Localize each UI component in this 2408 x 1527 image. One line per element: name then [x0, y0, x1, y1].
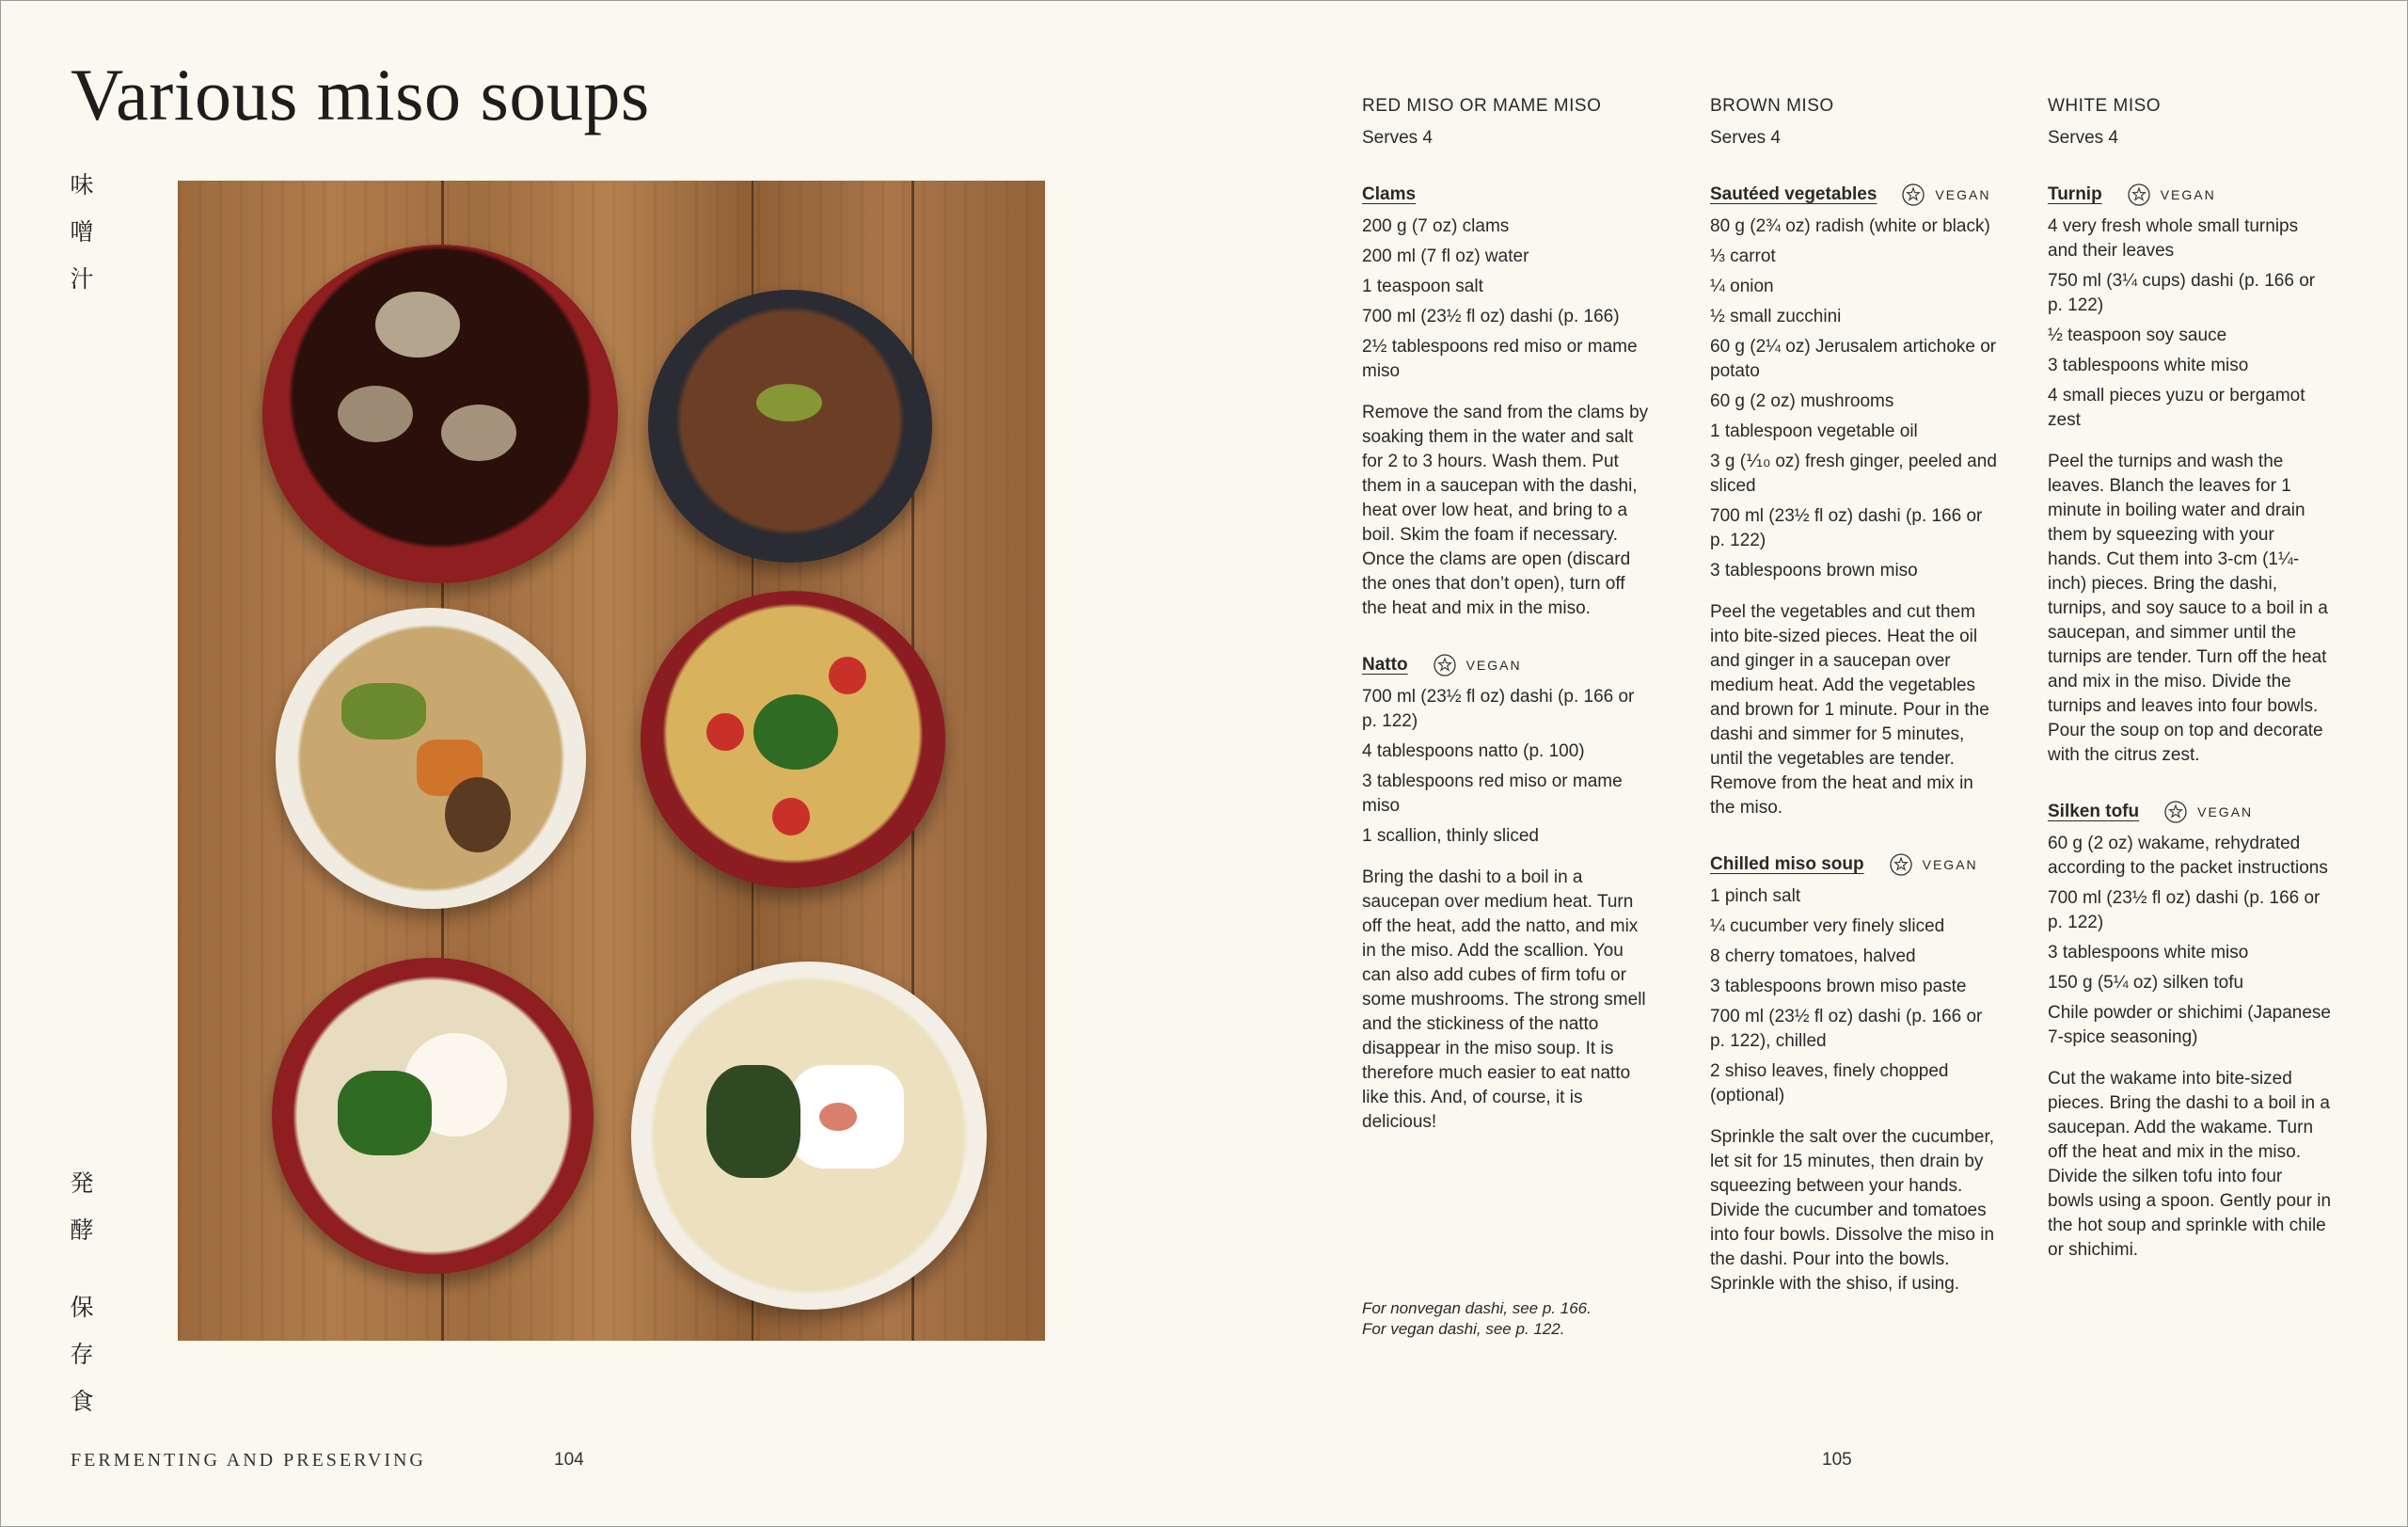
recipe-header: [1710, 183, 1998, 207]
recipe-title: Silken tofu: [2048, 802, 2140, 821]
footnote-line: For nonvegan dashi, see p. 166.: [1362, 1299, 1592, 1317]
ingredient-line: 200 g (7 oz) clams: [1362, 216, 1510, 236]
ingredient-line: 750 ml (3¼ cups) dashi (p. 166 or p. 122): [2048, 271, 2316, 315]
ingredient-line: 1 scallion, thinly sliced: [1362, 826, 1539, 846]
vegan-badge: [2127, 183, 2216, 207]
ingredient-line: 3 tablespoons brown miso: [1710, 561, 1918, 581]
recipe-method: Bring the dashi to a boil in a saucepan over medium heat. Turn off the heat, add the natto, and mix in the miso. Add the scallion. You can also add cubes of firm tofu or some mushrooms. The strong smell and the stickiness of the natto disappear in the miso soup. It is therefore much easier to eat natto like this. And, of course, it is delicious!: [1362, 867, 1646, 1132]
kanji-char: 味: [70, 171, 94, 199]
kanji-section-vertical: [68, 1160, 96, 1425]
ingredient-line: 3 g (⅒ oz) fresh ginger, peeled and sliced: [1710, 452, 1997, 496]
recipe-title: Chilled miso soup: [1710, 854, 1864, 874]
kanji-char: 食: [70, 1388, 94, 1415]
ingredient-line: 700 ml (23½ fl oz) dashi (p. 166 or p. 122): [1710, 506, 1983, 550]
recipe-header: [1362, 653, 1654, 677]
vegan-label: VEGAN: [1922, 857, 1978, 872]
ingredient-line: 60 g (2¼ oz) Jerusalem artichoke or potato: [1710, 337, 1997, 381]
ingredient-line: 700 ml (23½ fl oz) dashi (p. 166 or p. 122): [1362, 687, 1635, 731]
ingredient-line: 1 pinch salt: [1710, 886, 1801, 906]
ingredient-line: ½ small zucchini: [1710, 307, 1842, 326]
recipe-title: Turnip: [2048, 184, 2102, 204]
ingredient-line: 60 g (2 oz) mushrooms: [1710, 391, 1894, 411]
ingredient-line: 4 tablespoons natto (p. 100): [1362, 741, 1585, 761]
recipe-column-brown-miso: [1710, 94, 1998, 1296]
natto-soup-bowl: [648, 290, 932, 563]
ingredient-line: 3 tablespoons white miso: [2048, 356, 2249, 375]
recipe-title: Natto: [1362, 655, 1408, 675]
ingredient-line: 700 ml (23½ fl oz) dashi (p. 166 or p. 122): [2048, 888, 2321, 932]
silken-tofu-bowl: [631, 962, 987, 1310]
recipe-header: [2048, 183, 2332, 207]
recipe-title: Clams: [1362, 184, 1417, 204]
ingredient-line: 3 tablespoons red miso or mame miso: [1362, 771, 1623, 816]
footnote-line: For vegan dashi, see p. 122.: [1362, 1320, 1565, 1338]
ingredient-line: 700 ml (23½ fl oz) dashi (p. 166): [1362, 307, 1620, 326]
flower-icon: [1433, 653, 1457, 677]
vegan-label: VEGAN: [1465, 658, 1522, 673]
recipe-method: Peel the turnips and wash the leaves. Blanch the leaves for 1 minute in boiling water and drain them by squeezing with your hands. Cut them into 3-cm (1¼-inch) pieces. Bring the dashi, turnips, and soy sauce to a boil in a saucepan, and simmer until the turnips are tender. Turn off the heat and mix in the miso. Divide the turnips and leaves into four bowls. Pour the soup on top and decorate with the citrus zest.: [2048, 452, 2328, 765]
serves-label: Serves 4: [1362, 128, 1433, 148]
flower-icon: [2127, 183, 2151, 207]
recipe-title: Sautéed vegetables: [1710, 184, 1877, 204]
ingredient-line: 3 tablespoons brown miso paste: [1710, 977, 1967, 996]
ingredient-line: 2½ tablespoons red miso or mame miso: [1362, 337, 1638, 381]
vegan-label: VEGAN: [1935, 187, 1991, 202]
serves-label: Serves 4: [1710, 128, 1781, 148]
ingredient-line: 200 ml (7 fl oz) water: [1362, 247, 1529, 266]
vegan-badge: [1433, 653, 1522, 677]
vegan-label: VEGAN: [2197, 804, 2254, 819]
page-number-right: 105: [1822, 1450, 1852, 1470]
ingredient-line: 80 g (2¾ oz) radish (white or black): [1710, 216, 1990, 236]
vegetable-soup-bowl: [276, 608, 586, 909]
section-footer: FERMENTING AND PRESERVING: [71, 1450, 426, 1471]
kanji-char: 保: [70, 1294, 94, 1321]
ingredient-line: 1 teaspoon salt: [1362, 277, 1483, 296]
serves-label: Serves 4: [2048, 128, 2118, 148]
kanji-char: 噌: [70, 218, 94, 246]
flower-icon: [2163, 800, 2188, 824]
kanji-title-vertical: [68, 162, 96, 303]
recipe-method: Remove the sand from the clams by soaking them in the water and salt for 2 to 3 hours. Wash them. Put them in a saucepan with the dashi, heat over low heat, and bring to a boil. Skim the foam if necessary. Once the clams are open (discard the ones that don’t open), turn off the heat and mix in the miso.: [1362, 403, 1649, 618]
ingredient-line: ¼ cucumber very finely sliced: [1710, 916, 1945, 936]
column-heading: WHITE MISO: [2048, 96, 2162, 116]
clam-soup-bowl: [262, 245, 618, 583]
flower-icon: [1889, 852, 1913, 877]
ingredient-line: 60 g (2 oz) wakame, rehydrated according to the packet instructions: [2048, 834, 2328, 878]
kanji-char: 発: [70, 1169, 94, 1197]
recipe-header: [1362, 183, 1654, 207]
vegan-badge: [2163, 800, 2253, 824]
ingredient-line: 4 very fresh whole small turnips and their leaves: [2048, 216, 2299, 261]
recipe-column-red-miso: [1362, 94, 1654, 1135]
page-number-left: 104: [554, 1450, 584, 1470]
vegan-badge: [1901, 183, 1990, 207]
vegan-badge: [1889, 852, 1978, 877]
ingredient-line: ⅓ carrot: [1710, 247, 1776, 266]
kanji-char: 存: [70, 1341, 94, 1368]
kanji-char: 酵: [70, 1217, 94, 1244]
recipe-header: [2048, 800, 2332, 824]
column-heading: RED MISO OR MAME MISO: [1362, 96, 1602, 116]
ingredient-line: Chile powder or shichimi (Japanese 7-spice seasoning): [2048, 1003, 2331, 1047]
ingredient-line: 700 ml (23½ fl oz) dashi (p. 166 or p. 122), chilled: [1710, 1007, 1983, 1051]
ingredient-line: 1 tablespoon vegetable oil: [1710, 422, 1918, 441]
column-heading: BROWN MISO: [1710, 96, 1834, 116]
ingredient-line: 4 small pieces yuzu or bergamot zest: [2048, 386, 2305, 430]
dashi-footnote: [1362, 1298, 1592, 1340]
ingredient-line: 8 cherry tomatoes, halved: [1710, 946, 1916, 966]
ingredient-line: ½ teaspoon soy sauce: [2048, 326, 2227, 345]
kanji-char: 汁: [70, 265, 94, 293]
flower-icon: [1901, 183, 1925, 207]
recipe-column-white-miso: [2048, 94, 2332, 1263]
vegan-label: VEGAN: [2160, 187, 2216, 202]
recipe-method: Cut the wakame into bite-sized pieces. Bring the dashi to a boil in a saucepan. Add the wakame. Turn off the heat and mix in the miso. Divide the silken tofu into four bowls using a spoon. Gently pour in the hot soup and sprinkle with chile or shichimi.: [2048, 1069, 2332, 1260]
ingredient-line: ¼ onion: [1710, 277, 1774, 296]
page-title: Various miso soups: [71, 54, 650, 135]
miso-soup-photo: [178, 181, 1045, 1341]
chilled-miso-bowl: [641, 591, 945, 888]
ingredient-line: 150 g (5¼ oz) silken tofu: [2048, 973, 2244, 993]
ingredient-line: 3 tablespoons white miso: [2048, 943, 2249, 962]
ingredient-line: 2 shiso leaves, finely chopped (optional): [1710, 1061, 1949, 1105]
recipe-header: [1710, 852, 1998, 877]
recipe-method: Sprinkle the salt over the cucumber, let sit for 15 minutes, then drain by squeezing between your hands. Divide the cucumber and tomatoes into four bowls. Dissolve the miso in the dashi. Pour into the bowls. Sprinkle with the shiso, if using.: [1710, 1127, 1995, 1294]
turnip-soup-bowl: [272, 958, 594, 1274]
recipe-method: Peel the vegetables and cut them into bite-sized pieces. Heat the oil and ginger in a saucepan over medium heat. Add the vegetables and brown for 1 minute. Pour in the dashi and simmer for 5 minutes, until the vegetables are tender. Remove from the heat and mix in the miso.: [1710, 602, 1989, 818]
